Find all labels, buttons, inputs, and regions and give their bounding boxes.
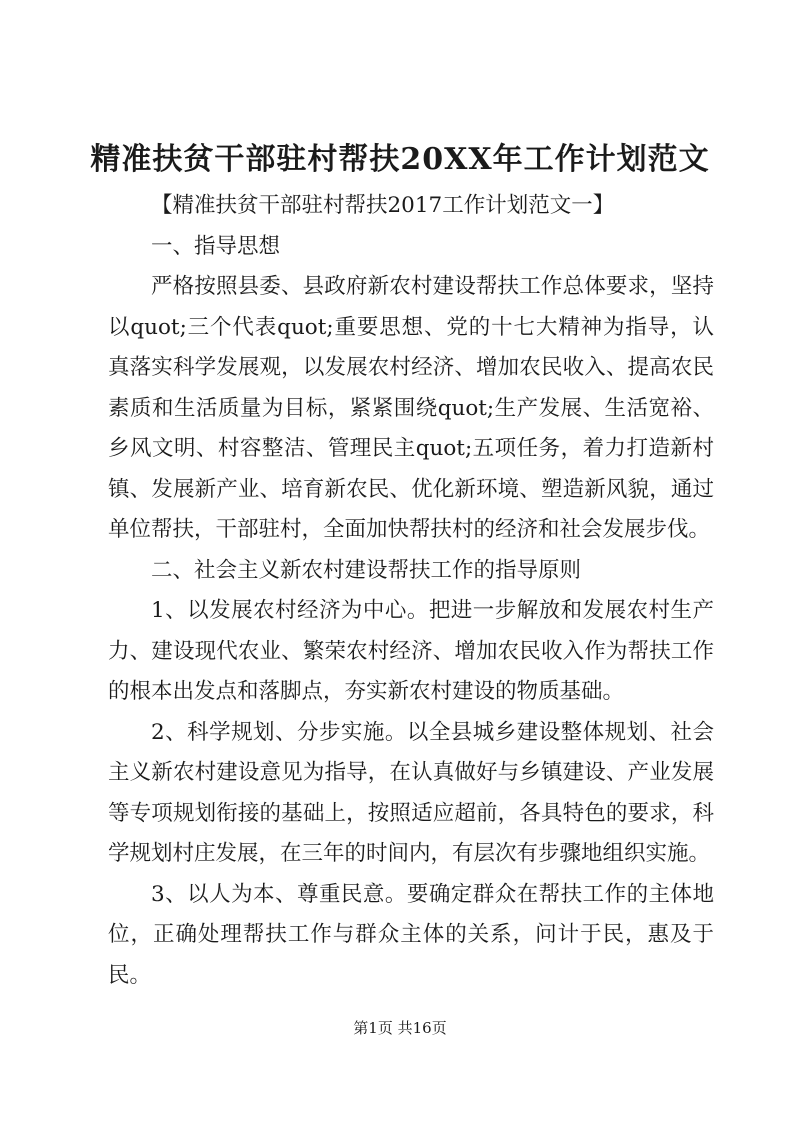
- body-paragraph: 严格按照县委、县政府新农村建设帮扶工作总体要求，坚持以quot;三个代表quot;重要思想、党的十七大精神为指导，认真落实科学发展观，以发展农村经济、增加农民收入、提高农民素质和生活质量为目标，紧紧围绕quot;生产发展、生活宽裕、乡风文明、村容整洁、管理民主quot;五项任务，着力打造新村镇、发展新产业、培育新农民、优化新环境、塑造新风貌，通过单位帮扶，干部驻村，全面加快帮扶村的经济和社会发展步伐。: [108, 274, 714, 542]
- section-heading-1: 一、指导思想: [151, 233, 281, 259]
- section-heading-2: 二、社会主义新农村建设帮扶工作的指导原则: [151, 557, 582, 583]
- document-body: [108, 186, 714, 996]
- body-paragraph: 1、以发展农村经济为中心。把进一步解放和发展农村生产力、建设现代农业、繁荣农村经济、增加农民收入作为帮扶工作的根本出发点和落脚点，夯实新农村建设的物质基础。: [108, 598, 714, 704]
- body-paragraph: 3、以人为本、尊重民意。要确定群众在帮扶工作的主体地位，正确处理帮扶工作与群众主体的关系，问计于民，惠及于民。: [108, 881, 714, 988]
- subtitle-paragraph: 【精准扶贫干部驻村帮扶2017工作计划范文一】: [151, 193, 615, 218]
- page-number-footer: 第1页 共16页: [353, 1019, 447, 1037]
- document-title: 精准扶贫干部驻村帮扶20XX年工作计划范文: [90, 142, 710, 177]
- body-paragraph: 2、科学规划、分步实施。以全县城乡建设整体规划、社会主义新农村建设意见为指导，在认真做好与乡镇建设、产业发展等专项规划衔接的基础上，按照适应超前，各具特色的要求，科学规划村庄发展，在三年的时间内，有层次有步骤地组织实施。: [108, 719, 714, 866]
